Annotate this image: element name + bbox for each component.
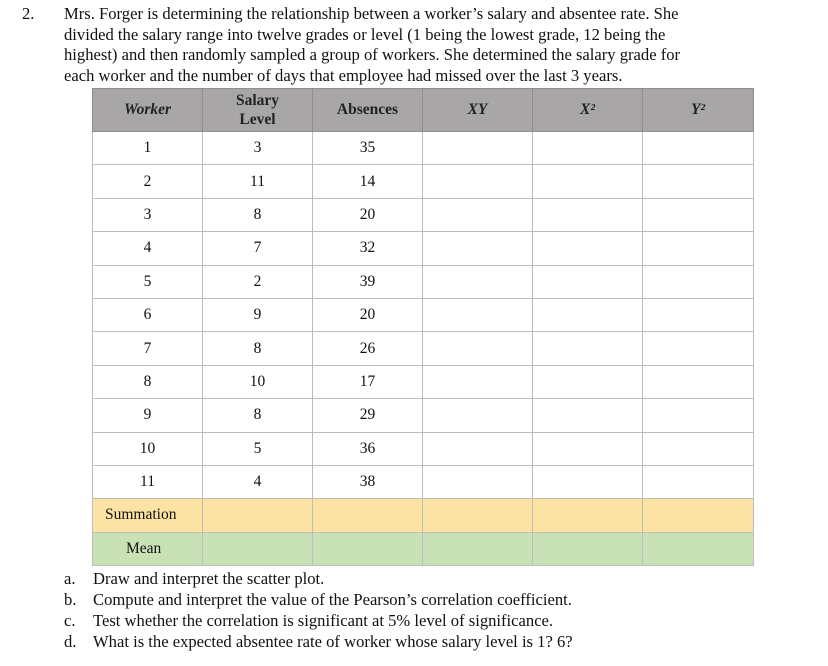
x-squared-cell[interactable] bbox=[533, 298, 643, 331]
xy-cell[interactable] bbox=[423, 432, 533, 465]
absences-cell: 20 bbox=[313, 298, 423, 331]
mean-cell[interactable] bbox=[643, 532, 754, 565]
problem-statement bbox=[22, 4, 812, 86]
absences-cell: 20 bbox=[313, 198, 423, 231]
xy-cell[interactable] bbox=[423, 132, 533, 165]
task-item bbox=[64, 589, 573, 610]
task-item bbox=[64, 631, 573, 652]
worker-cell: 2 bbox=[93, 165, 203, 198]
absences-cell: 35 bbox=[313, 132, 423, 165]
xy-cell[interactable] bbox=[423, 298, 533, 331]
salary-level-cell: 4 bbox=[203, 465, 313, 498]
salary-level-cell: 9 bbox=[203, 298, 313, 331]
y-squared-cell[interactable] bbox=[643, 399, 754, 432]
salary-level-cell: 8 bbox=[203, 332, 313, 365]
y-squared-cell[interactable] bbox=[643, 198, 754, 231]
data-table bbox=[92, 88, 754, 566]
mean-cell[interactable] bbox=[313, 532, 423, 565]
header-x-squared: X² bbox=[533, 89, 643, 132]
absences-cell: 29 bbox=[313, 399, 423, 432]
x-squared-cell[interactable] bbox=[533, 432, 643, 465]
table-row bbox=[93, 298, 754, 331]
table-row bbox=[93, 265, 754, 298]
worker-cell: 4 bbox=[93, 232, 203, 265]
xy-cell[interactable] bbox=[423, 232, 533, 265]
problem-number: 2. bbox=[22, 4, 35, 23]
salary-level-cell: 8 bbox=[203, 399, 313, 432]
xy-cell[interactable] bbox=[423, 465, 533, 498]
task-text: Draw and interpret the scatter plot. bbox=[93, 569, 325, 588]
task-marker: b. bbox=[64, 590, 77, 609]
task-item bbox=[64, 610, 573, 631]
x-squared-cell[interactable] bbox=[533, 232, 643, 265]
mean-cell[interactable] bbox=[203, 532, 313, 565]
problem-line: Mrs. Forger is determining the relationship between a worker’s salary and absentee rate. She bbox=[64, 4, 679, 23]
task-item bbox=[64, 568, 573, 589]
salary-level-cell: 5 bbox=[203, 432, 313, 465]
x-squared-cell[interactable] bbox=[533, 198, 643, 231]
y-squared-cell[interactable] bbox=[643, 332, 754, 365]
y-squared-cell[interactable] bbox=[643, 132, 754, 165]
salary-level-cell: 3 bbox=[203, 132, 313, 165]
mean-cell[interactable] bbox=[533, 532, 643, 565]
worker-cell: 8 bbox=[93, 365, 203, 398]
x-squared-cell[interactable] bbox=[533, 332, 643, 365]
header-salary-line2: Level bbox=[239, 111, 276, 128]
worker-cell: 5 bbox=[93, 265, 203, 298]
xy-cell[interactable] bbox=[423, 332, 533, 365]
salary-level-cell: 11 bbox=[203, 165, 313, 198]
table-row bbox=[93, 365, 754, 398]
y-squared-cell[interactable] bbox=[643, 432, 754, 465]
mean-cell[interactable] bbox=[423, 532, 533, 565]
y-squared-cell[interactable] bbox=[643, 298, 754, 331]
header-worker: Worker bbox=[93, 89, 203, 132]
table-row bbox=[93, 465, 754, 498]
x-squared-cell[interactable] bbox=[533, 132, 643, 165]
y-squared-cell[interactable] bbox=[643, 165, 754, 198]
task-text: Test whether the correlation is significant at 5% level of significance. bbox=[93, 611, 554, 630]
absences-cell: 26 bbox=[313, 332, 423, 365]
table-header-row bbox=[93, 89, 754, 132]
xy-cell[interactable] bbox=[423, 365, 533, 398]
task-list bbox=[64, 568, 573, 652]
problem-line: divided the salary range into twelve grades or level (1 being the lowest grade, 12 being the bbox=[64, 24, 666, 44]
header-salary-line1: Salary bbox=[235, 92, 280, 109]
y-squared-cell[interactable] bbox=[643, 365, 754, 398]
header-xy: XY bbox=[423, 89, 533, 132]
y-squared-cell[interactable] bbox=[643, 465, 754, 498]
xy-cell[interactable] bbox=[423, 198, 533, 231]
problem-line: highest) and then randomly sampled a group of workers. She determined the salary grade for bbox=[64, 45, 681, 64]
y-squared-cell[interactable] bbox=[643, 232, 754, 265]
salary-level-cell: 2 bbox=[203, 265, 313, 298]
summation-cell[interactable] bbox=[203, 499, 313, 532]
x-squared-cell[interactable] bbox=[533, 399, 643, 432]
absences-cell: 14 bbox=[313, 165, 423, 198]
x-squared-cell[interactable] bbox=[533, 265, 643, 298]
table-row bbox=[93, 198, 754, 231]
worker-cell: 10 bbox=[93, 432, 203, 465]
table-row bbox=[93, 399, 754, 432]
x-squared-cell[interactable] bbox=[533, 465, 643, 498]
summation-cell[interactable] bbox=[423, 499, 533, 532]
x-squared-cell[interactable] bbox=[533, 165, 643, 198]
absences-cell: 38 bbox=[313, 465, 423, 498]
worker-cell: 1 bbox=[93, 132, 203, 165]
summation-cell[interactable] bbox=[643, 499, 754, 532]
task-text: What is the expected absentee rate of worker whose salary level is 1? 6? bbox=[93, 632, 573, 651]
y-squared-cell[interactable] bbox=[643, 265, 754, 298]
salary-level-cell: 7 bbox=[203, 232, 313, 265]
worker-cell: 11 bbox=[93, 465, 203, 498]
worker-cell: 9 bbox=[93, 399, 203, 432]
header-absences: Absences bbox=[313, 89, 423, 132]
worker-cell: 7 bbox=[93, 332, 203, 365]
x-squared-cell[interactable] bbox=[533, 365, 643, 398]
xy-cell[interactable] bbox=[423, 399, 533, 432]
worker-cell: 6 bbox=[93, 298, 203, 331]
absences-cell: 17 bbox=[313, 365, 423, 398]
table-row bbox=[93, 165, 754, 198]
header-salary-level bbox=[203, 89, 313, 132]
absences-cell: 36 bbox=[313, 432, 423, 465]
table-row bbox=[93, 432, 754, 465]
table-row bbox=[93, 232, 754, 265]
table-row bbox=[93, 332, 754, 365]
worker-cell: 3 bbox=[93, 198, 203, 231]
mean-label: Mean bbox=[93, 532, 203, 565]
task-marker: c. bbox=[64, 611, 76, 630]
task-text: Compute and interpret the value of the Pearson’s correlation coefficient. bbox=[93, 590, 572, 609]
task-marker: a. bbox=[64, 569, 76, 588]
xy-cell[interactable] bbox=[423, 265, 533, 298]
problem-text bbox=[64, 4, 812, 86]
table-row bbox=[93, 132, 754, 165]
problem-line: each worker and the number of days that employee had missed over the last 3 years. bbox=[64, 65, 623, 85]
header-y-squared: Y² bbox=[643, 89, 754, 132]
xy-cell[interactable] bbox=[423, 165, 533, 198]
summation-row bbox=[93, 499, 754, 532]
task-marker: d. bbox=[64, 632, 77, 651]
salary-level-cell: 8 bbox=[203, 198, 313, 231]
summation-cell[interactable] bbox=[313, 499, 423, 532]
absences-cell: 39 bbox=[313, 265, 423, 298]
summation-cell[interactable] bbox=[533, 499, 643, 532]
mean-row bbox=[93, 532, 754, 565]
absences-cell: 32 bbox=[313, 232, 423, 265]
salary-level-cell: 10 bbox=[203, 365, 313, 398]
summation-label: Summation bbox=[93, 499, 203, 532]
